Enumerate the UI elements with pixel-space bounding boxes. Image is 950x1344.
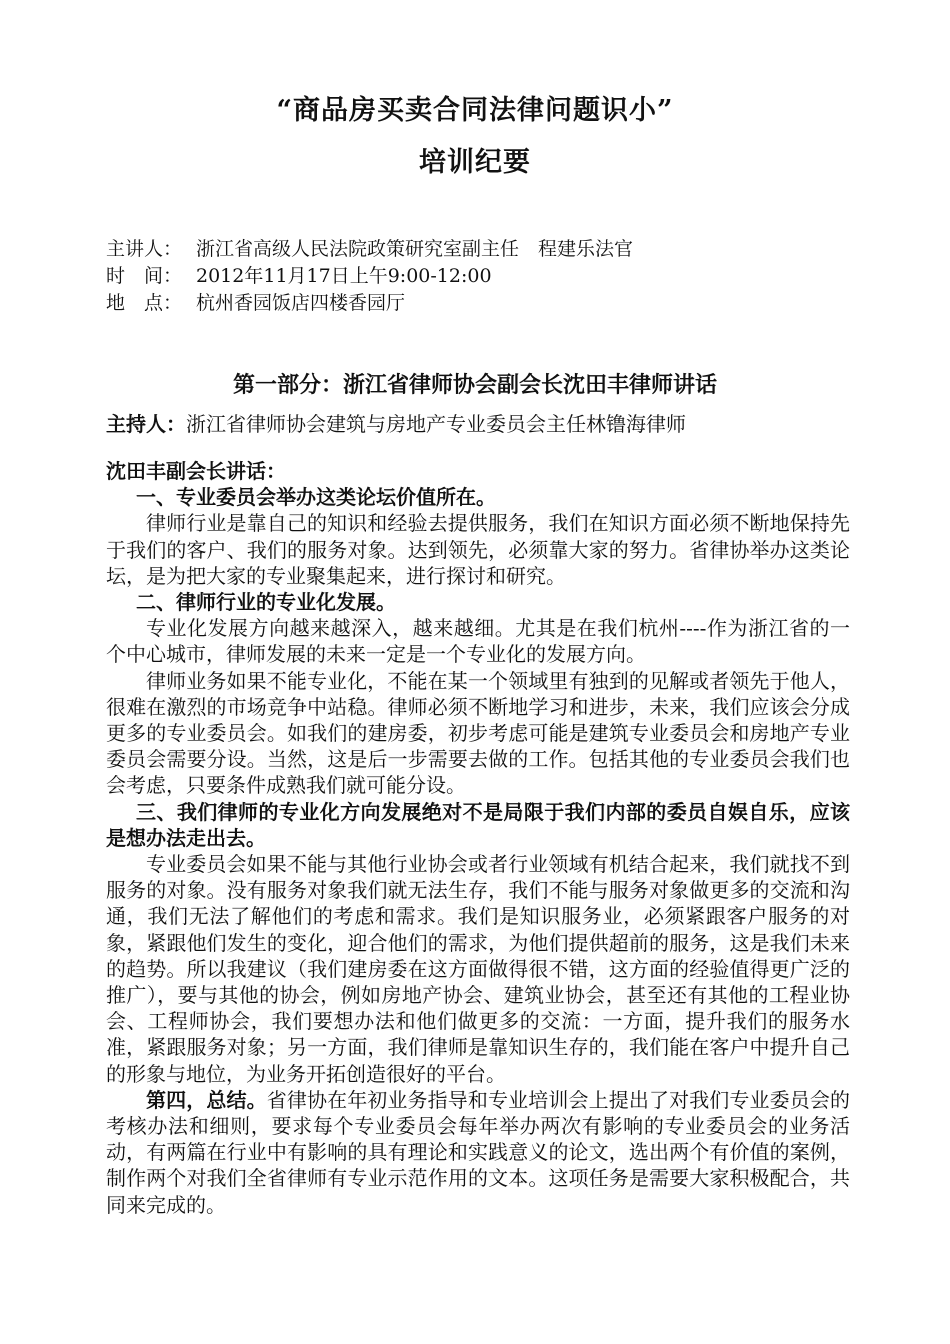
summary-lead: 第四，总结。 xyxy=(146,1087,267,1112)
speaker-label: 主讲人： xyxy=(106,238,183,260)
host-label: 主持人： xyxy=(106,412,186,436)
speaker-row xyxy=(106,236,866,263)
summary-text: 省律协在年初业务指导和专业培训会上提出了对我们专业委员会的考核办法和细则，要求每个专业委员会每年举办两次有影响的专业委员会的业务活动，有两篇在行业中有影响的具有理论和实践意义的论文，选出两个有价值的案例，制作两个对我们全省律师有专业示范作用的文本。这项任务是需要大家积极配合，共同来完成的。 xyxy=(106,1087,851,1217)
time-label: 时 间： xyxy=(106,265,183,287)
paragraph-1: 律师行业是靠自己的知识和经验去提供服务，我们在知识方面必须不断地保持先于我们的客户、我们的服务对象。达到领先，必须靠大家的努力。省律协举办这类论坛，是为把大家的专业聚集起来，进行探讨和研究。 xyxy=(106,511,850,588)
speech-body xyxy=(106,458,850,1218)
meeting-info xyxy=(106,236,866,317)
place-label: 地 点： xyxy=(106,292,183,314)
time-value: 2012年11月17日上午9:00-12:00 xyxy=(196,265,492,287)
speaker-value: 浙江省高级人民法院政策研究室副主任 程建乐法官 xyxy=(196,238,634,260)
paragraph-3: 律师业务如果不能专业化，不能在某一个领域里有独到的见解或者领先于他人，很难在激烈的市场竞争中站稳。律师必须不断地学习和进步，未来，我们应该会分成更多的专业委员会。如我们的建房委，初步考虑可能是建筑专业委员会和房地产专业委员会需要分设。当然，这是后一步需要去做的工作。包括其他的专业委员会我们也会考虑，只要条件成熟我们就可能分设。 xyxy=(106,668,850,798)
point-heading-2: 二、律师行业的专业化发展。 xyxy=(136,590,396,615)
point-heading-1: 一、专业委员会举办这类论坛价值所在。 xyxy=(136,485,496,510)
time-row xyxy=(106,263,866,290)
speaker-heading: 沈田丰副会长讲话： xyxy=(106,459,286,483)
paragraph-4: 专业委员会如果不能与其他行业协会或者行业领域有机结合起来，我们就找不到服务的对象。没有服务对象我们就无法生存，我们不能与服务对象做更多的交流和沟通，我们无法了解他们的考虑和需求。我们是知识服务业，必须紧跟客户服务的对象，紧跟他们发生的变化，迎合他们的需求，为他们提供超前的服务，这是我们未来的趋势。所以我建议（我们建房委在这方面做得很不错，这方面的经验值得更广泛的推广），要与其他的协会，例如房地产协会、建筑业协会，甚至还有其他的工程业协会、工程师协会，我们要想办法和他们做更多的交流：一方面，提升我们的服务水准，紧跟服务对象；另一方面，我们律师是靠知识生存的，我们能在客户中提升自己的形象与地位，为业务开拓创造很好的平台。 xyxy=(106,852,850,1086)
paragraph-5 xyxy=(106,1087,850,1218)
host-value: 浙江省律师协会建筑与房地产专业委员会主任林镥海律师 xyxy=(186,412,686,436)
place-value: 杭州香园饭店四楼香园厅 xyxy=(196,292,406,314)
place-row xyxy=(106,290,866,317)
host-line xyxy=(106,410,866,438)
point-heading-3: 三、我们律师的专业化方向发展绝对不是局限于我们内部的委员自娱自乐，应该是想办法走出去。 xyxy=(106,799,850,850)
document-subtitle: 培训纪要 xyxy=(419,147,531,178)
paragraph-2: 专业化发展方向越来越深入，越来越细。尤其是在我们杭州----作为浙江省的一个中心城市，律师发展的未来一定是一个专业化的发展方向。 xyxy=(106,616,850,667)
document-title: “商品房买卖合同法律问题识小” xyxy=(276,95,674,126)
section-title: 第一部分：浙江省律师协会副会长沈田丰律师讲话 xyxy=(232,372,717,398)
